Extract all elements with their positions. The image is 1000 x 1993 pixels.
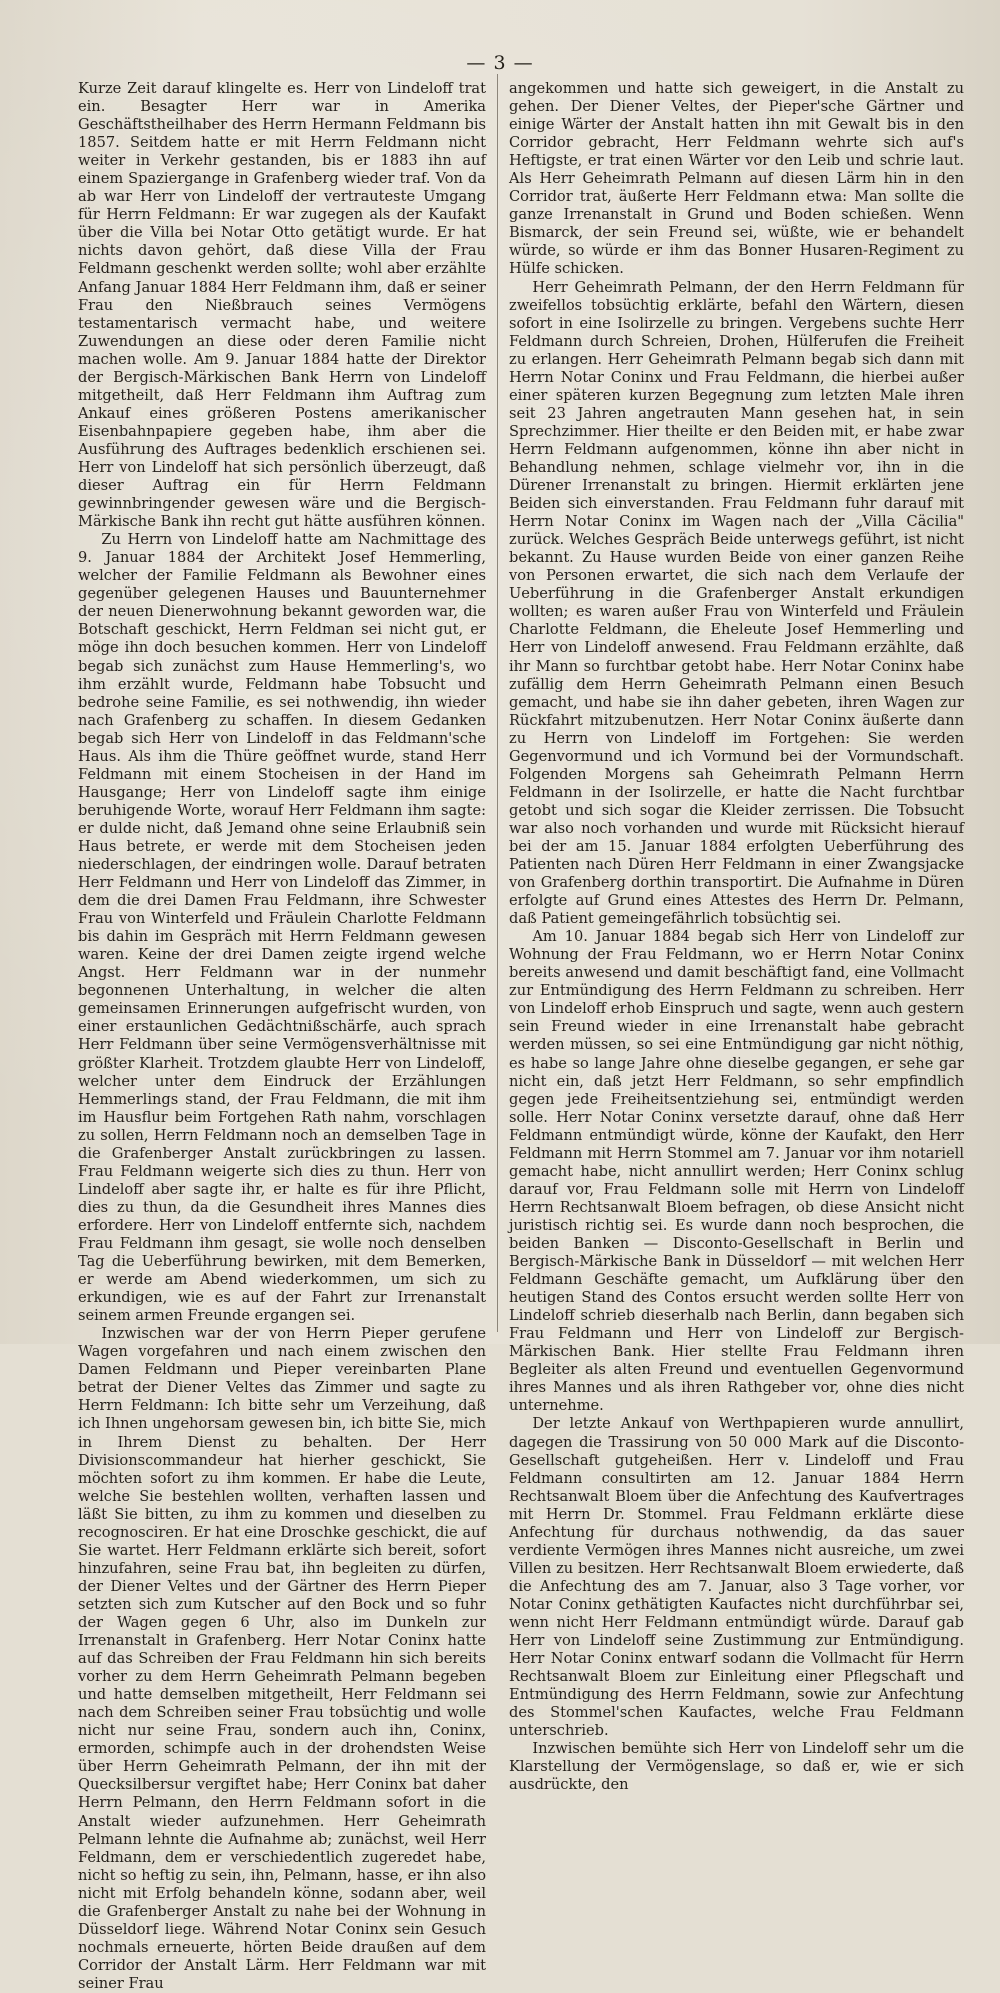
left-column-paragraph-2: Zu Herrn von Lindeloff hatte am Nachmittage des 9. Januar 1884 der Architekt Josef Hemmerling, welcher der Familie Feldmann als Bewohner eines gegenüber gelegenen Hauses und Bauunternehmer der neuen Dienerwohnung bekannt geworden war, die Botschaft geschickt, Herrn Feldman sei nicht gut, er möge ihn doch besuchen kommen. Herr von Lindeloff begab sich zunächst zum Hause Hemmerling's, wo ihm erzählt wurde, Feldmann habe Tobsucht und bedrohe seine Familie, es sei nothwendig, ihn wieder nach Grafenberg zu schaffen. In diesem Gedanken begab sich Herr von Lindeloff in das Feldmann'sche Haus. Als ihm die Thüre geöffnet wurde, stand Herr Feldmann mit einem Stocheisen in der Hand im Hausgange; Herr von Lindeloff sagte ihm einige beruhigende Worte, worauf Herr Feldmann ihm sagte: er dulde nicht, daß Jemand ohne seine Erlaubniß sein Haus betrete, er werde mit dem Stocheisen jeden niederschlagen, der eindringen wolle. Darauf betraten Herr Feldmann und Herr von Lindeloff das Zimmer, in dem die drei Damen Frau Feldmann, ihre Schwester Frau von Winterfeld und Fräulein Charlotte Feldmann bis dahin im Gespräch mit Herrn Feldmann gewesen waren. Keine der drei Damen zeigte irgend welche Angst. Herr Feldmann war in der nunmehr begonnenen Unterhaltung, in welcher die alten gemeinsamen Erinnerungen aufgefrischt wurden, von einer erstaunlichen Gedächtnißschärfe, auch sprach Herr Feldmann über seine Vermögensverhältnisse mit größter Klarheit. Trotzdem glaubte Herr von Lindeloff, welcher unter dem Eindruck der Erzählungen Hemmerlings stand, der Frau Feldmann, die mit ihm im Hausflur beim Fortgehen Rath nahm, vorschlagen zu sollen, Herrn Feldmann noch an demselben Tage in die Grafenberger Anstalt zurückbringen zu lassen. Frau Feldmann weigerte sich dies zu thun. Herr von Lindeloff aber sagte ihr, er halte es für ihre Pflicht, dies zu thun, da die Gesundheit ihres Mannes dies erfordere. Herr von Lindeloff entfernte sich, nachdem Frau Feldmann ihm gesagt, sie wolle noch denselben Tag die Ueberführung bewirken, mit dem Bemerken, er werde am Abend wiederkommen, um sich zu erkundigen, wie es auf der Fahrt zur Irrenanstalt seinem armen Freunde ergangen sei. (78, 531, 486, 1325)
right-column-paragraph-3: Am 10. Januar 1884 begab sich Herr von Lindeloff zur Wohnung der Frau Feldmann, wo er Herrn Notar Coninx bereits anwesend und damit beschäftigt fand, eine Vollmacht zur Entmündigung des Herrn Feldmann zu schreiben. Herr von Lindeloff erhob Einspruch und sagte, wenn auch gestern sein Freund wieder in eine Irrenanstalt habe gebracht werden müssen, so sei eine Entmündigung gar nicht nöthig, es habe so lange Jahre ohne dieselbe gegangen, er sehe gar nicht ein, daß jetzt Herr Feldmann, so sehr empfindlich gegen jede Freiheitsentziehung sei, entmündigt werden solle. Herr Notar Coninx versetzte darauf, ohne daß Herr Feldmann entmündigt würde, könne der Kaufakt, den Herr Feldmann mit Herrn Stommel am 7. Januar vor ihm notariell gemacht habe, nicht annullirt werden; Herr Coninx schlug darauf vor, Frau Feldmann solle mit Herrn von Lindeloff Herrn Rechtsanwalt Bloem befragen, ob diese Ansicht nicht juristisch richtig sei. Es wurde dann noch besprochen, die beiden Banken — Disconto-Gesellschaft in Berlin und Bergisch-Märkische Bank in Düsseldorf — mit welchen Herr Feldmann Geschäfte gemacht, um Aufklärung über den heutigen Stand des Contos ersucht werden sollte Herr von Lindeloff schrieb dieserhalb nach Berlin, dann begaben sich Frau Feldmann und Herr von Lindeloff zur Bergisch-Märkischen Bank. Hier stellte Frau Feldmann ihren Begleiter als alten Freund und eventuellen Gegenvormund ihres Mannes und als ihren Rathgeber vor, ohne dies nicht unternehme. (509, 928, 964, 1415)
right-column-paragraph-5: Inzwischen bemühte sich Herr von Lindeloff sehr um die Klarstellung der Vermögenslage, so daß er, wie er sich ausdrückte, den (509, 1740, 964, 1794)
right-column-paragraph-1: angekommen und hatte sich geweigert, in die Anstalt zu gehen. Der Diener Veltes, der Pieper'sche Gärtner und einige Wärter der Anstalt hatten ihn mit Gewalt bis in den Corridor gebracht, Herr Feldmann wehrte sich auf's Heftigste, er trat einen Wärter vor den Leib und schrie laut. Als Herr Geheimrath Pelmann auf diesen Lärm hin in den Corridor trat, äußerte Herr Feldmann etwa: Man sollte die ganze Irrenanstalt in Grund und Boden schießen. Wenn Bismarck, der sein Freund sei, wüßte, wie er behandelt würde, so würde er ihm das Bonner Husaren-Regiment zu Hülfe schicken. (509, 80, 964, 278)
column-divider (497, 74, 498, 1332)
left-column-paragraph-3: Inzwischen war der von Herrn Pieper gerufene Wagen vorgefahren und nach einem zwischen den Damen Feldmann und Pieper vereinbarten Plane betrat der Diener Veltes das Zimmer und sagte zu Herrn Feldmann: Ich bitte sehr um Verzeihung, daß ich Ihnen ungehorsam gewesen bin, ich bitte Sie, mich in Ihrem Dienst zu behalten. Der Herr Divisionscommandeur hat hierher geschickt, Sie möchten sofort zu ihm kommen. Er habe die Leute, welche Sie bestehlen wollten, verhaften lassen und läßt Sie bitten, zu ihm zu kommen und dieselben zu recognosciren. Er hat eine Droschke geschickt, die auf Sie wartet. Herr Feldmann erklärte sich bereit, sofort hinzufahren, seine Frau bat, ihn begleiten zu dürfen, der Diener Veltes und der Gärtner des Herrn Pieper setzten sich zum Kutscher auf den Bock und so fuhr der Wagen gegen 6 Uhr, also im Dunkeln zur Irrenanstalt in Grafenberg. Herr Notar Coninx hatte auf das Schreiben der Frau Feldmann hin sich bereits vorher zu dem Herrn Geheimrath Pelmann begeben und hatte demselben mitgetheilt, Herr Feldmann sei nach dem Schreiben seiner Frau tobsüchtig und wolle nicht nur seine Frau, sondern auch ihn, Coninx, ermorden, schimpfe auch in der drohendsten Weise über Herrn Geheimrath Pelmann, der ihn mit der Quecksilbersur vergiftet habe; Herr Coninx bat daher Herrn Pelmann, den Herrn Feldmann sofort in die Anstalt wieder aufzunehmen. Herr Geheimrath Pelmann lehnte die Aufnahme ab; zunächst, weil Herr Feldmann, dem er verschiedentlich zugeredet habe, nicht so heftig zu sein, ihn, Pelmann, hasse, er ihn also nicht mit Erfolg behandeln könne, sodann aber, weil die Grafenberger Anstalt zu nahe bei der Wohnung in Düsseldorf liege. Während Notar Coninx sein Gesuch nochmals erneuerte, hörten Beide draußen auf dem Corridor der Anstalt Lärm. Herr Feldmann war mit seiner Frau (78, 1325, 486, 1992)
right-column-paragraph-4: Der letzte Ankauf von Werthpapieren wurde annullirt, dagegen die Trassirung von 50 000 Mark auf die Disconto-Gesellschaft gutgeheißen. Herr v. Lindeloff und Frau Feldmann consultirten am 12. Januar 1884 Herrn Rechtsanwalt Bloem über die Anfechtung des Kaufvertrages mit Herrn Dr. Stommel. Frau Feldmann erklärte diese Anfechtung für durchaus nothwendig, da das sauer verdiente Vermögen ihres Mannes nicht ausreiche, um zwei Villen zu besitzen. Herr Rechtsanwalt Bloem erwiederte, daß die Anfechtung des am 7. Januar, also 3 Tage vorher, vor Notar Coninx gethätigten Kaufactes nicht durchführbar sei, wenn nicht Herr Feldmann entmündigt würde. Darauf gab Herr von Lindeloff seine Zustimmung zur Entmündigung. Herr Notar Coninx entwarf sodann die Vollmacht für Herrn Rechtsanwalt Bloem zur Einleitung einer Pflegschaft und Entmündigung des Herrn Feldmann, sowie zur Anfechtung des Stommel'schen Kaufactes, welche Frau Feldmann unterschrieb. (509, 1415, 964, 1740)
right-column-paragraph-2: Herr Geheimrath Pelmann, der den Herrn Feldmann für zweifellos tobsüchtig erklärte, befahl den Wärtern, diesen sofort in eine Isolirzelle zu bringen. Vergebens suchte Herr Feldmann durch Schreien, Drohen, Hülferufen die Freiheit zu erlangen. Herr Geheimrath Pelmann begab sich dann mit Herrn Notar Coninx und Frau Feldmann, die hierbei außer einer späteren kurzen Begegnung zum letzten Male ihren seit 23 Jahren angetrauten Mann gesehen hat, in sein Sprechzimmer. Hier theilte er den Beiden mit, er habe zwar Herrn Feldmann aufgenommen, könne ihn aber nicht in Behandlung nehmen, schlage vielmehr vor, ihn in die Dürener Irrenanstalt zu bringen. Hiermit erklärten jene Beiden sich einverstanden. Frau Feldmann fuhr darauf mit Herrn Notar Coninx im Wagen nach der „Villa Cäcilia" zurück. Welches Gespräch Beide unterwegs geführt, ist nicht bekannt. Zu Hause wurden Beide von einer ganzen Reihe von Personen erwartet, die sich nach dem Verlaufe der Ueberführung in die Grafenberger Anstalt erkundigen wollten; es waren außer Frau von Winterfeld und Fräulein Charlotte Feldmann, die Eheleute Josef Hemmerling und Herr von Lindeloff anwesend. Frau Feldmann erzählte, daß ihr Mann so furchtbar getobt habe. Herr Notar Coninx habe zufällig dem Herrn Geheimrath Pelmann einen Besuch gemacht, und habe sie ihn daher gebeten, ihren Wagen zur Rückfahrt mitzubenutzen. Herr Notar Coninx äußerte dann zu Herrn von Lindeloff im Fortgehen: Sie werden Gegenvormund und ich Vormund bei der Vormundschaft. Folgenden Morgens sah Geheimrath Pelmann Herrn Feldmann in der Isolirzelle, er hatte die Nacht furchtbar getobt und sich sogar die Kleider zerrissen. Die Tobsucht war also noch vorhanden und wurde mit Rücksicht hierauf bei der am 15. Januar 1884 erfolgten Ueberführung des Patienten nach Düren Herr Feldmann in einer Zwangsjacke von Grafenberg dorthin transportirt. Die Aufnahme in Düren erfolgte auf Grund eines Attestes des Herrn Dr. Pelmann, daß Patient gemeingefährlich tobsüchtig sei. (509, 278, 964, 928)
page-number: — 3 — (466, 52, 534, 74)
right-column (509, 80, 964, 1794)
left-column (78, 80, 486, 1992)
left-column-paragraph-1: Kurze Zeit darauf klingelte es. Herr von Lindeloff trat ein. Besagter Herr war in Amerika Geschäftstheilhaber des Herrn Hermann Feldmann bis 1857. Seitdem hatte er mit Herrn Feldmann nicht weiter in Verkehr gestanden, bis er 1883 ihn auf einem Spaziergange in Grafenberg wieder traf. Von da ab war Herr von Lindeloff der vertrauteste Umgang für Herrn Feldmann: Er war zugegen als der Kaufakt über die Villa bei Notar Otto getätigt wurde. Er hat nichts davon gehört, daß diese Villa der Frau Feldmann geschenkt werden sollte; wohl aber erzählte Anfang Januar 1884 Herr Feldmann ihm, daß er seiner Frau den Nießbrauch seines Vermögens testamentarisch vermacht habe, und weitere Zuwendungen an diese oder deren Familie nicht machen wolle. Am 9. Januar 1884 hatte der Direktor der Bergisch-Märkischen Bank Herrn von Lindeloff mitgetheilt, daß Herr Feldmann ihm Auftrag zum Ankauf eines größeren Postens amerikanischer Eisenbahnpapiere gegeben habe, ihm aber die Ausführung des Auftrages bedenklich erschienen sei. Herr von Lindeloff hat sich persönlich überzeugt, daß dieser Auftrag ein für Herrn Feldmann gewinnbringender gewesen wäre und die Bergisch-Märkische Bank ihn recht gut hätte ausführen können. (78, 80, 486, 531)
